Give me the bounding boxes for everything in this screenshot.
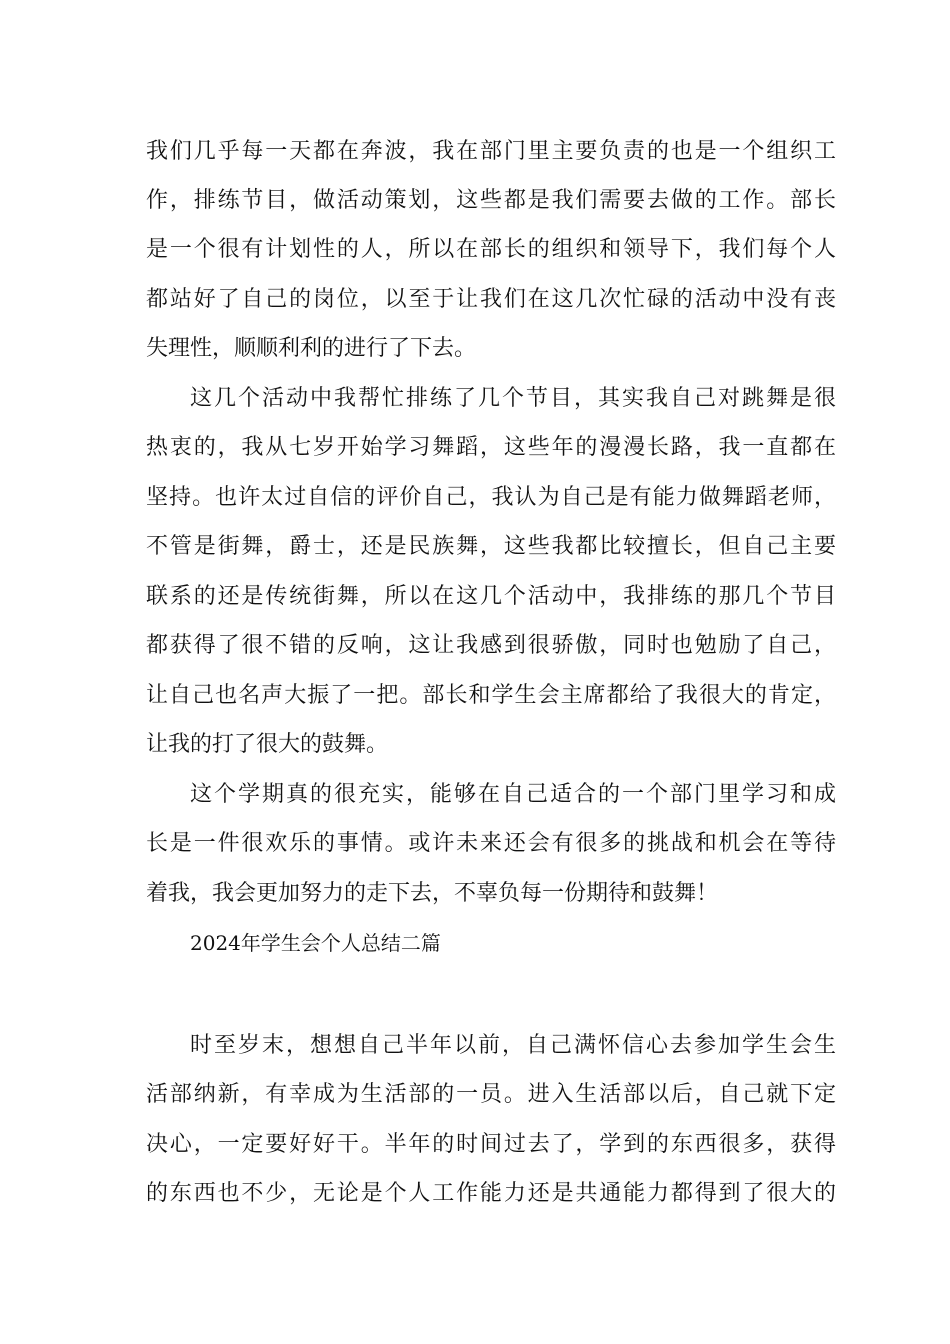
paragraph-4-line-4: 的东西也不少，无论是个人工作能力还是共通能力都得到了很大的 bbox=[146, 1181, 836, 1206]
paragraph-2-line-8: 让我的打了很大的鼓舞。 bbox=[146, 732, 389, 757]
paragraph-2-line-1: 这几个活动中我帮忙排练了几个节目，其实我自己对跳舞是很 bbox=[190, 386, 836, 411]
paragraph-2-line-6: 都获得了很不错的反响，这让我感到很骄傲，同时也勉励了自己， bbox=[146, 633, 836, 658]
paragraph-4-line-2: 活部纳新，有幸成为生活部的一员。进入生活部以后，自己就下定 bbox=[146, 1082, 836, 1107]
paragraph-2-line-5: 联系的还是传统街舞，所以在这几个活动中，我排练的那几个节目 bbox=[146, 584, 836, 609]
paragraph-3-line-1: 这个学期真的很充实，能够在自己适合的一个部门里学习和成 bbox=[190, 782, 836, 807]
section-heading: 2024年学生会个人总结二篇 bbox=[190, 931, 441, 955]
paragraph-1-line-3: 是一个很有计划性的人，所以在部长的组织和领导下，我们每个人 bbox=[146, 237, 836, 262]
paragraph-4-line-1: 时至岁末，想想自己半年以前，自己满怀信心去参加学生会生 bbox=[190, 1033, 836, 1058]
paragraph-2-line-7: 让自己也名声大振了一把。部长和学生会主席都给了我很大的肯定， bbox=[146, 683, 836, 708]
paragraph-1-line-2: 作，排练节目，做活动策划，这些都是我们需要去做的工作。部长 bbox=[146, 188, 836, 213]
paragraph-2-line-4: 不管是街舞，爵士，还是民族舞，这些我都比较擅长，但自己主要 bbox=[146, 534, 836, 559]
paragraph-2-line-2: 热衷的，我从七岁开始学习舞蹈，这些年的漫漫长路，我一直都在 bbox=[146, 435, 836, 460]
paragraph-4-line-3: 决心，一定要好好干。半年的时间过去了，学到的东西很多，获得 bbox=[146, 1132, 836, 1157]
paragraph-2-line-3: 坚持。也许太过自信的评价自己，我认为自己是有能力做舞蹈老师， bbox=[146, 485, 836, 510]
paragraph-1-line-4: 都站好了自己的岗位，以至于让我们在这几次忙碌的活动中没有丧 bbox=[146, 287, 836, 312]
paragraph-1-line-1: 我们几乎每一天都在奔波，我在部门里主要负责的也是一个组织工 bbox=[146, 139, 836, 164]
paragraph-3-line-3: 着我，我会更加努力的走下去，不辜负每一份期待和鼓舞！ bbox=[146, 881, 719, 906]
paragraph-1-line-5: 失理性，顺顺利利的进行了下去。 bbox=[146, 336, 477, 361]
paragraph-3-line-2: 长是一件很欢乐的事情。或许未来还会有很多的挑战和机会在等待 bbox=[146, 831, 836, 856]
